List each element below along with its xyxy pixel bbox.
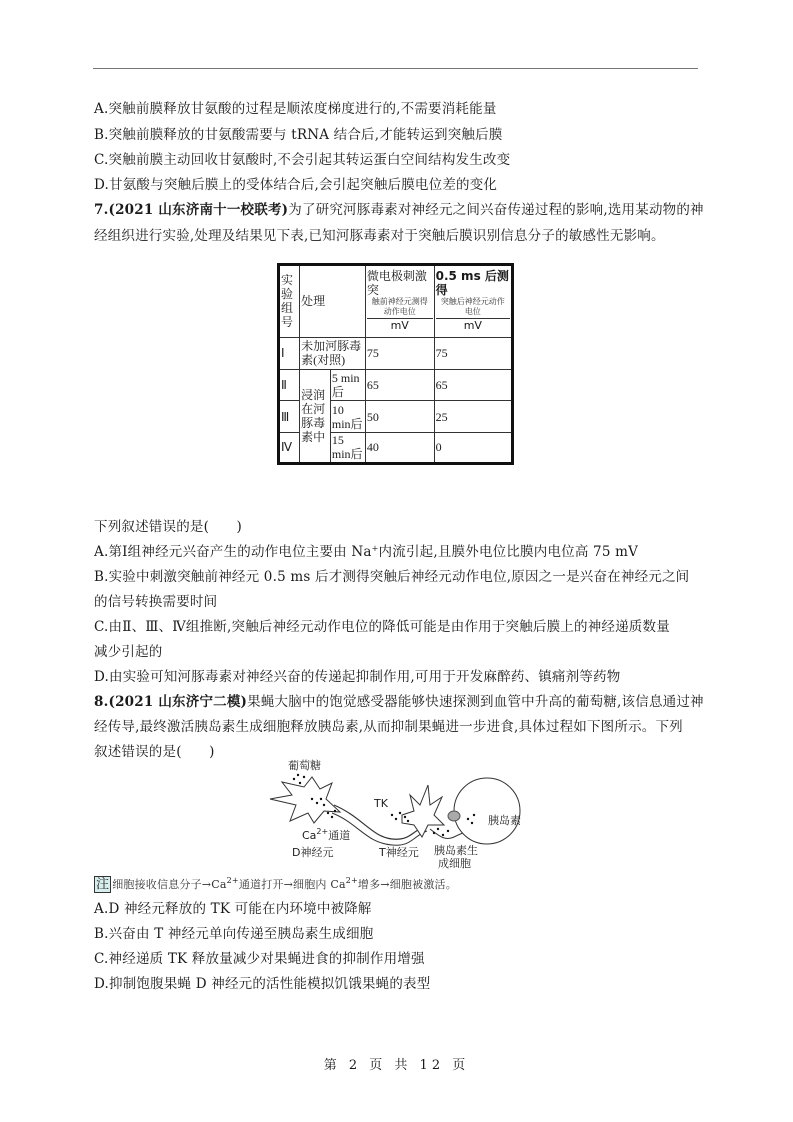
cell-group: Ⅰ (279, 337, 300, 369)
cell-post: 75 (434, 337, 512, 369)
table-row (279, 370, 513, 401)
label-ca-post: 通道 (328, 829, 351, 842)
cell-time: 15 min后 (330, 432, 365, 463)
q8-stem-line3: 叙述错误的是( ) (94, 744, 215, 760)
q7-option-a-post: 内流引起,且膜外电位比膜内电位高 75 mV (378, 544, 639, 560)
neuron-diagram (262, 757, 547, 869)
q8-note (94, 874, 457, 895)
cell-pre: 75 (365, 337, 434, 369)
cell-time: 5 min后 (330, 370, 365, 401)
page-footer: 第 2 页 共 12 页 (323, 1058, 470, 1073)
q8-option-a: A.D 神经元释放的 TK 可能在内环境中被降解 (94, 901, 372, 917)
label-d-neuron: D神经元 (292, 846, 334, 859)
label-insulin: 胰岛素 (488, 814, 521, 827)
cell-group: Ⅱ (279, 370, 300, 401)
q7-source: (2021 山东济南十一校联考) (108, 202, 289, 218)
cell-post: 0 (434, 432, 512, 463)
q7-stem (94, 200, 704, 220)
q8-stem-line1: 果蝇大脑中的饱觉感受器能够快速探测到血管中升高的葡萄糖,该信息通过神 (247, 694, 704, 710)
q8-option-b: B.兴奋由 T 神经元单向传递至胰岛素生成细胞 (94, 926, 374, 942)
q7-option-d: D.由实验可知河豚毒素对神经兴奋的传递起抑制作用,可用于开发麻醉药、镇痛剂等药物 (94, 669, 621, 685)
label-tk: TK (374, 797, 388, 810)
note-sup2: 2+ (345, 876, 358, 885)
cell-group: Ⅳ (279, 432, 300, 463)
q7-option-c-line1: C.由Ⅱ、Ⅲ、Ⅳ组推断,突触后神经元动作电位的降低可能是由作用于突触后膜上的神经递质数量 (94, 619, 670, 635)
q8-option-c: C.神经递质 TK 释放量减少对果蝇进食的抑制作用增强 (94, 951, 425, 967)
header-post-unit: mV (463, 319, 482, 333)
cell-post: 65 (434, 370, 512, 401)
header-rule (93, 68, 698, 69)
cell-pre: 50 (365, 401, 434, 432)
q6-option-b: B.突触前膜释放的甘氨酸需要与 tRNA 结合后,才能转运到突触后膜 (94, 127, 503, 143)
insulin-cell-nucleus (448, 811, 460, 821)
q7-number: 7. (94, 202, 109, 218)
label-t-neuron: T神经元 (379, 846, 419, 859)
label-ca-pre: Ca (302, 829, 317, 842)
cell-treatment: 未加河豚毒素(对照) (300, 337, 366, 369)
header-post-fraction (436, 297, 510, 333)
note-badge: 注 (96, 877, 110, 892)
cell-merged-treatment: 浸润在河豚毒素中 (300, 370, 331, 464)
q7-option-c-line2: 减少引起的 (94, 644, 163, 660)
cell-time: 10 min后 (330, 401, 365, 432)
label-insulin-cell-2: 成细胞 (438, 857, 471, 870)
note-part2: 通道打开→细胞内 Ca (238, 878, 346, 891)
q7-stem-line2: 经组织进行实验,处理及结果见下表,已知河豚毒素对于突触后膜识别信息分子的敏感性无影响。 (94, 228, 665, 244)
q8-stem-line2: 经传导,最终激活胰岛素生成细胞释放胰岛素,从而抑制果蝇进一步进食,具体过程如下图所示。下列 (94, 719, 683, 735)
q7-stem-line1: 为了研究河豚毒素对神经元之间兴奋传递过程的影响,选用某动物的神 (288, 202, 704, 218)
q6-option-d: D.甘氨酸与突触后膜上的受体结合后,会引起突触后膜电位差的变化 (94, 177, 498, 193)
note-part1: 细胞接收信息分子→Ca (112, 878, 227, 891)
table-header-row (279, 265, 513, 338)
label-insulin-cell-1: 胰岛素生 (434, 844, 478, 857)
header-post (434, 265, 512, 338)
q8-number: 8. (94, 694, 109, 710)
label-glucose: 葡萄糖 (288, 759, 321, 772)
cell-pre: 40 (365, 432, 434, 463)
header-pre-unit: mV (390, 319, 409, 333)
q7-option-a (94, 542, 638, 562)
q8-stem (94, 692, 704, 712)
d-neuron-shape (270, 777, 340, 823)
q8-option-d: D.抑制饱腹果蝇 D 神经元的活性能模拟饥饿果蝇的表型 (94, 976, 431, 992)
experiment-table (277, 263, 514, 465)
header-post-title: 0.5 ms 后测得 (435, 269, 509, 298)
header-group: 实验组号 (279, 265, 300, 338)
q8-source: (2021 山东济宁二模) (108, 694, 248, 710)
label-ca-channel (302, 827, 350, 843)
q7-option-b-line2: 的信号转换需要时间 (94, 594, 218, 610)
cell-group: Ⅲ (279, 401, 300, 432)
q7-option-a-sup: + (371, 544, 379, 553)
header-pre-title: 微电极刺激突 (366, 269, 427, 298)
header-pre-numerator: 触前神经元测得动作电位 (367, 297, 433, 319)
header-post-numerator: 突触后神经元动作电位 (436, 297, 510, 319)
table-row (279, 337, 513, 369)
q7-question: 下列叙述错误的是( ) (94, 519, 242, 535)
header-treatment: 处理 (300, 265, 366, 338)
q6-option-a: A.突触前膜释放甘氨酸的过程是顺浓度梯度进行的,不需要消耗能量 (94, 101, 497, 117)
q7-option-b-line1: B.实验中刺激突触前神经元 0.5 ms 后才测得突触后神经元动作电位,原因之一是兴奋在神经元之间 (94, 569, 690, 585)
note-part3: 增多→细胞被激活。 (357, 878, 457, 891)
cell-post: 25 (434, 401, 512, 432)
header-pre-fraction (367, 297, 433, 333)
q7-option-a-pre: A.第Ⅰ组神经元兴奋产生的动作电位主要由 Na (94, 544, 372, 560)
header-pre (365, 265, 434, 338)
cell-pre: 65 (365, 370, 434, 401)
insulin-cell (454, 778, 520, 844)
note-sup1: 2+ (226, 876, 239, 885)
q6-option-c: C.突触前膜主动回收甘氨酸时,不会引起其转运蛋白空间结构发生改变 (94, 152, 511, 168)
label-ca-sup: 2+ (316, 827, 329, 836)
